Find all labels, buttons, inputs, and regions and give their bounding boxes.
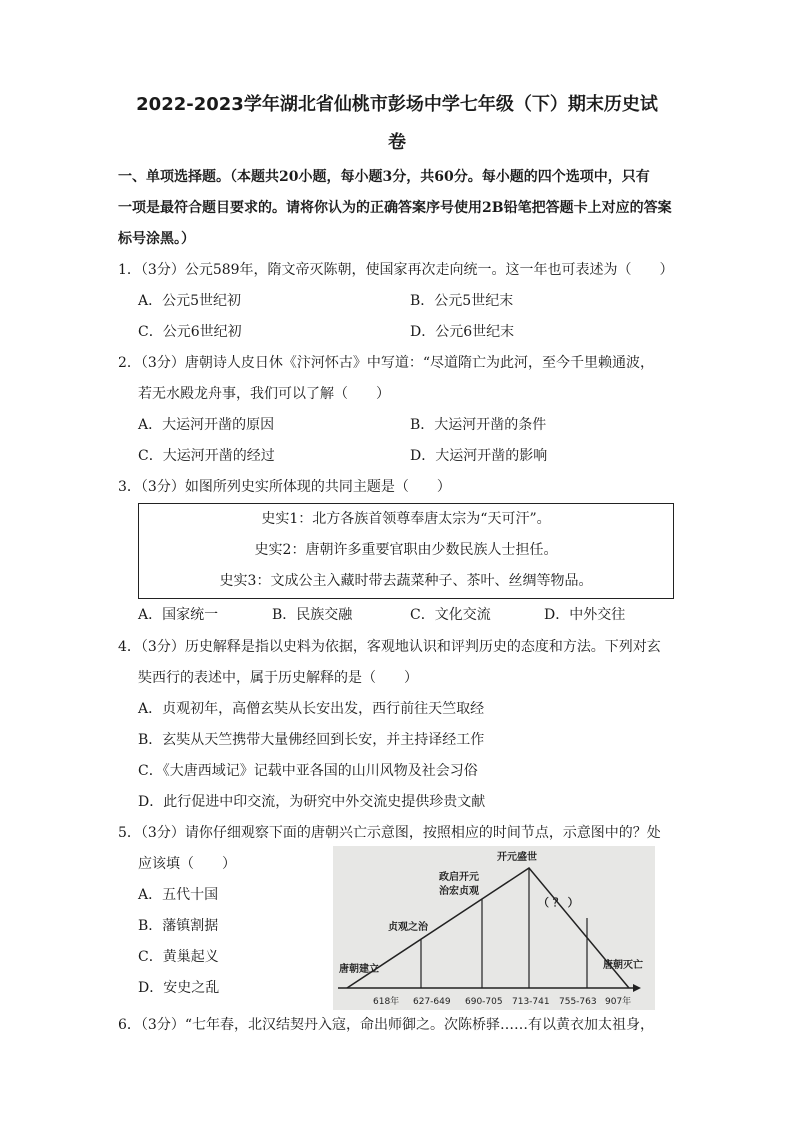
question-2-stem-1: 2．（3分）唐朝诗人皮日休《汴河怀古》中写道：“尽道隋亡为此河，至今千里赖通波，	[118, 355, 654, 371]
question-4-stem-2: 奘西行的表述中，属于历史解释的是（ ）	[138, 670, 418, 686]
section-heading	[118, 162, 678, 255]
label-fall: 唐朝灭亡	[603, 960, 643, 971]
tick-907: 907年	[605, 997, 632, 1007]
tick-755-763: 755-763	[559, 997, 597, 1007]
title-line-1: 2022-2023学年湖北省仙桃市彭场中学七年级（下）期末历史试	[136, 94, 658, 115]
question-5-stem-2: 应该填（ ）	[138, 856, 236, 872]
q2-option-c: C．大运河开凿的经过	[138, 448, 275, 464]
q2-option-a: A．大运河开凿的原因	[138, 417, 275, 433]
tang-rise-fall-diagram	[333, 846, 655, 1010]
section-line-2: 一项是最符合题目要求的。请将你认为的正确答案序号使用2B铅笔把答题卡上对应的答案	[118, 200, 672, 216]
q3-option-a: A．国家统一	[138, 607, 219, 623]
q3-fact-3: 史实3：文成公主入藏时带去蔬菜种子、茶叶、丝绸等物品。	[219, 573, 593, 589]
tick-690-705: 690-705	[465, 997, 503, 1007]
q3-option-b: B．民族交融	[272, 607, 353, 623]
tick-618: 618年	[373, 997, 400, 1007]
label-zhenguan: 贞观之治	[388, 922, 428, 933]
tick-627-649: 627-649	[413, 997, 451, 1007]
q5-option-a: A．五代十国	[138, 887, 219, 903]
q4-option-b: B．玄奘从天竺携带大量佛经回到长安，并主持译经工作	[138, 732, 485, 748]
q3-facts-box	[138, 503, 674, 599]
q3-fact-2: 史实2：唐朝许多重要官职由少数民族人士担任。	[254, 542, 558, 558]
label-kaiyuan-1: 政启开元	[439, 872, 479, 883]
question-4-stem-1: 4．（3分）历史解释是指以史料为依据，客观地认识和评判历史的态度和方法。下列对玄	[118, 639, 661, 655]
q2-option-d: D．大运河开凿的影响	[410, 448, 548, 464]
q4-option-d: D．此行促进中印交流，为研究中外交流史提供珍贵文献	[138, 794, 486, 810]
q1-option-c: C．公元6世纪初	[138, 324, 242, 340]
label-founding: 唐朝建立	[339, 964, 379, 975]
page-title	[70, 86, 724, 162]
q4-option-c: C．《大唐西域记》记载中亚各国的山川风物及社会习俗	[138, 763, 478, 779]
q2-option-b: B．大运河开凿的条件	[410, 417, 547, 433]
q5-option-b: B．藩镇割据	[138, 918, 219, 934]
question-5-stem-1: 5．（3分）请你仔细观察下面的唐朝兴亡示意图，按照相应的时间节点，示意图中的？处	[118, 825, 661, 841]
q5-option-d: D．安史之乱	[138, 980, 220, 996]
q4-option-a: A．贞观初年，高僧玄奘从长安出发，西行前往天竺取经	[138, 701, 485, 717]
label-question-mark: （ ？ ）	[538, 896, 579, 909]
q1-option-a: A．公元5世纪初	[138, 293, 242, 309]
q5-option-c: C．黄巢起义	[138, 949, 219, 965]
question-2-stem-2: 若无水殿龙舟事，我们可以了解（ ）	[138, 386, 390, 402]
q1-option-b: B．公元5世纪末	[410, 293, 514, 309]
q3-option-d: D．中外交往	[544, 607, 626, 623]
q3-option-c: C．文化交流	[410, 607, 491, 623]
tick-713-741: 713-741	[512, 997, 550, 1007]
title-line-2: 卷	[388, 132, 406, 153]
q3-fact-1: 史实1：北方各族首领尊奉唐太宗为“天可汗”。	[261, 511, 551, 527]
timeline-arrow	[633, 984, 641, 992]
section-line-3: 标号涂黑。）	[118, 231, 195, 247]
question-6-stem: 6．（3分）“七年春，北汉结契丹入寇，命出师御之。次陈桥驿……有以黄衣加太祖身，	[118, 1017, 654, 1033]
section-line-1: 一、单项选择题。（本题共20小题，每小题3分，共60分。每小题的四个选项中，只有	[118, 169, 650, 185]
question-1-stem: 1．（3分）公元589年，隋文帝灭陈朝，使国家再次走向统一。这一年也可表述为（ ）	[118, 262, 674, 278]
diagram-svg	[333, 846, 655, 1010]
label-kaiyuan-2: 治宏贞观	[439, 886, 479, 897]
label-peak: 开元盛世	[497, 852, 537, 863]
q1-option-d: D．公元6世纪末	[410, 324, 515, 340]
question-3-stem: 3．（3分）如图所列史实所体现的共同主题是（ ）	[118, 479, 451, 495]
